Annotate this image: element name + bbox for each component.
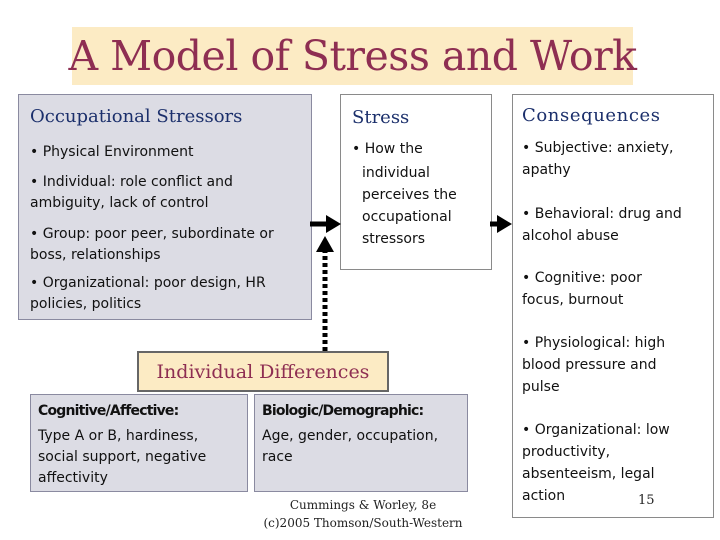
credit-line: Cummings & Worley, 8e bbox=[289, 498, 437, 512]
arrow-right-icon bbox=[310, 215, 341, 233]
dotted-arrow-up-icon bbox=[316, 236, 334, 351]
arrow-right-icon bbox=[490, 215, 512, 233]
credit-line: (c)2005 Thomson/South-Western bbox=[263, 516, 463, 530]
biologic-demographic-body: Age, gender, occupation, race bbox=[262, 428, 439, 465]
stress-bullet: • How the bbox=[352, 141, 423, 157]
occupational-item: • Organizational: poor design, HR policies, politics bbox=[30, 275, 266, 312]
cognitive-affective-body: Type A or B, hardiness, social support, negative affectivity bbox=[38, 428, 207, 486]
occupational-item: • Individual: role conflict and ambiguity, lack of control bbox=[30, 174, 233, 211]
cognitive-affective-heading: Cognitive/Affective: bbox=[38, 403, 179, 419]
consequence-item: • Subjective: anxiety, apathy bbox=[522, 140, 674, 178]
stress-heading: Stress bbox=[352, 107, 410, 128]
consequence-item: • Behavioral: drug and alcohol abuse bbox=[522, 206, 682, 244]
consequence-item: • Organizational: low productivity, absenteeism, legal action bbox=[522, 422, 670, 504]
stress-description: individual perceives the occupational stressors bbox=[362, 165, 457, 247]
consequences-heading: Consequences bbox=[522, 105, 661, 126]
individual-differences-heading: Individual Differences bbox=[156, 360, 370, 383]
consequence-item: • Cognitive: poor focus, burnout bbox=[522, 270, 642, 308]
consequence-item: • Physiological: high blood pressure and pulse bbox=[522, 335, 666, 395]
occupational-item: • Physical Environment bbox=[30, 144, 194, 160]
occupational-stressors-heading: Occupational Stressors bbox=[30, 106, 243, 127]
page-number: 15 bbox=[638, 493, 655, 508]
biologic-demographic-heading: Biologic/Demographic: bbox=[262, 403, 424, 419]
occupational-item: • Group: poor peer, subordinate or boss, relationships bbox=[30, 226, 274, 263]
page-title: A Model of Stress and Work bbox=[68, 32, 637, 80]
